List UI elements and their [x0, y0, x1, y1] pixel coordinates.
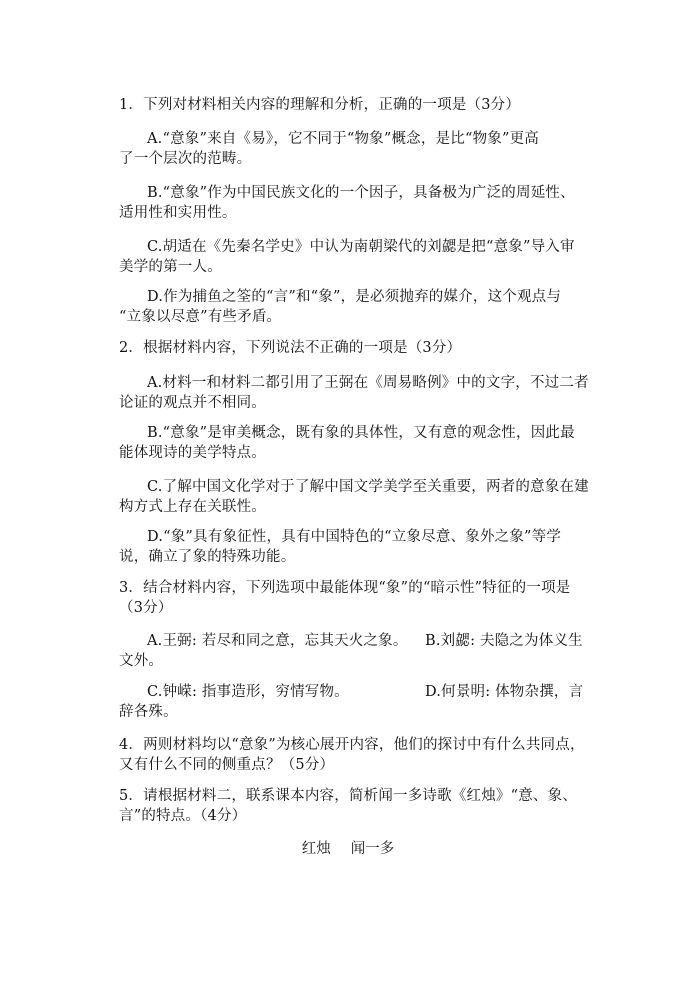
- question-3-option-c: C.钟嵘: 指事造形，穷情写物。: [147, 684, 349, 700]
- question-1-option-b-line-1: B.“意象”作为中国民族文化的一个因子，具备极为广泛的周延性、: [147, 185, 575, 201]
- question-2-option-a-line-1: A.材料一和材料二都引用了王弼在《周易略例》中的文字，不过二者: [147, 375, 589, 391]
- question-1-option-c-line-1: C.胡适在《先秦名学史》中认为南朝梁代的刘勰是把“意象”导入审: [147, 239, 575, 255]
- question-3-stem-line-1: 3．结合材料内容，下列选项中最能体现“象”的“暗示性”特征的一项是: [119, 580, 571, 596]
- question-3-option-b-line-2: 文外。: [119, 653, 164, 669]
- question-1-option-d-line-2: “立象以尽意”有些矛盾。: [119, 309, 282, 325]
- question-3-option-a: A.王弼: 若尽和同之意，忘其天火之象。: [147, 633, 408, 649]
- question-1-option-a-line-1: A.“意象”来自《易》，它不同于“物象”概念，是比“物象”更高: [147, 131, 540, 147]
- question-2-option-b-line-2: 能体现诗的美学特点。: [119, 445, 266, 461]
- question-3-stem-line-2: （3分）: [119, 600, 173, 616]
- question-2-option-d-line-2: 说，确立了象的特殊功能。: [119, 549, 296, 565]
- question-1-option-c-line-2: 美学的第一人。: [119, 259, 222, 275]
- question-5-stem-line-2: 言”的特点。（4分）: [119, 808, 247, 824]
- poem-author: 闻一多: [350, 841, 395, 857]
- question-1-option-a-line-2: 了一个层次的范畴。: [119, 151, 252, 167]
- poem-title: 红烛: [301, 841, 331, 857]
- question-2-option-c-line-1: C.了解中国文化学对于了解中国文学美学至关重要，两者的意象在建: [147, 479, 589, 495]
- question-2-option-d-line-1: D.“象”具有象征性，具有中国特色的“立象尽意、象外之象”等学: [147, 529, 562, 545]
- question-4-stem-line-2: 又有什么不同的侧重点？（5分）: [119, 757, 335, 773]
- question-1-option-b-line-2: 适用性和实用性。: [119, 205, 237, 221]
- question-1-option-d-line-1: D.作为捕鱼之筌的“言”和“象”，是必须抛弃的媒介，这个观点与: [147, 289, 562, 305]
- question-1-stem: 1．下列对材料相关内容的理解和分析，正确的一项是（3分）: [119, 97, 521, 113]
- question-2-stem: 2．根据材料内容，下列说法不正确的一项是（3分）: [119, 340, 462, 356]
- question-3-option-d-line-2: 辞各殊。: [119, 704, 178, 720]
- question-3-option-b-line-1: B.刘勰: 夫隐之为体义生: [425, 633, 583, 649]
- question-2-option-b-line-1: B.“意象”是审美概念，既有象的具体性，又有意的观念性，因此最: [147, 425, 575, 441]
- question-2-option-c-line-2: 构方式上存在关联性。: [119, 499, 266, 515]
- question-3-option-d-line-1: D.何景明: 体物杂撰，言: [425, 684, 584, 700]
- poem-heading: [0, 839, 696, 859]
- question-4-stem-line-1: 4．两则材料均以“意象”为核心展开内容，他们的探讨中有什么共同点，: [119, 737, 585, 753]
- question-2-option-a-line-2: 论证的观点并不相同。: [119, 395, 266, 411]
- question-5-stem-line-1: 5．请根据材料二，联系课本内容，简析闻一多诗歌《红烛》“意、象、: [119, 788, 578, 804]
